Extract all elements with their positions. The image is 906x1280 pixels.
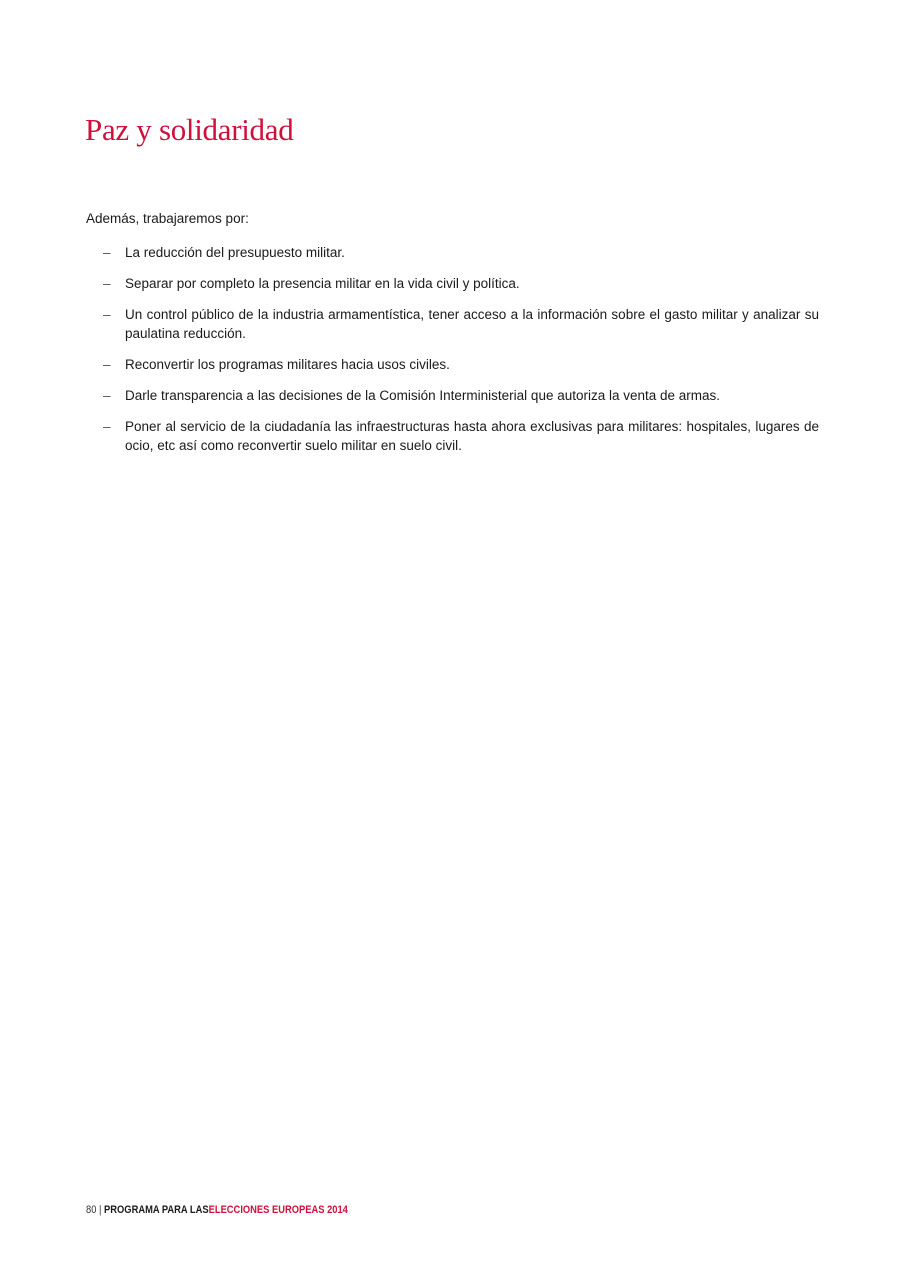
footer-highlight: ELECCIONES EUROPEAS 2014 bbox=[208, 1204, 348, 1216]
list-item bbox=[86, 274, 819, 293]
dash-bullet: – bbox=[103, 419, 111, 434]
list-item-text: Reconvertir los programas militares hacia usos civiles. bbox=[125, 357, 450, 372]
list-item bbox=[86, 305, 819, 343]
footer-prefix: PROGRAMA PARA LAS bbox=[104, 1204, 209, 1216]
list-item-text: Separar por completo la presencia militar en la vida civil y política. bbox=[125, 276, 520, 291]
list-item-text: Poner al servicio de la ciudadanía las infraestructuras hasta ahora exclusivas para militares: hospitales, lugares de ocio, etc así como reconvertir suelo militar en suelo civil. bbox=[125, 419, 819, 453]
list-item bbox=[86, 417, 819, 455]
intro-text: Además, trabajaremos por: bbox=[86, 211, 249, 226]
list-item-text: La reducción del presupuesto militar. bbox=[125, 245, 345, 260]
page-footer bbox=[86, 1204, 348, 1216]
list-item-text: Darle transparencia a las decisiones de la Comisión Interministerial que autoriza la venta de armas. bbox=[125, 388, 721, 403]
list-item-text: Un control público de la industria armamentística, tener acceso a la información sobre el gasto militar y analizar su paulatina reducción. bbox=[125, 307, 819, 341]
list-item bbox=[86, 355, 819, 374]
dash-bullet: – bbox=[103, 276, 111, 291]
dash-bullet: – bbox=[103, 357, 111, 372]
dash-bullet: – bbox=[103, 245, 111, 260]
list-item bbox=[86, 243, 819, 262]
dash-bullet: – bbox=[103, 307, 111, 322]
page-number: 80 | bbox=[86, 1204, 102, 1216]
page-title: Paz y solidaridad bbox=[85, 112, 294, 147]
list-item bbox=[86, 386, 819, 405]
dash-bullet: – bbox=[103, 388, 111, 403]
bullet-list bbox=[86, 243, 819, 467]
